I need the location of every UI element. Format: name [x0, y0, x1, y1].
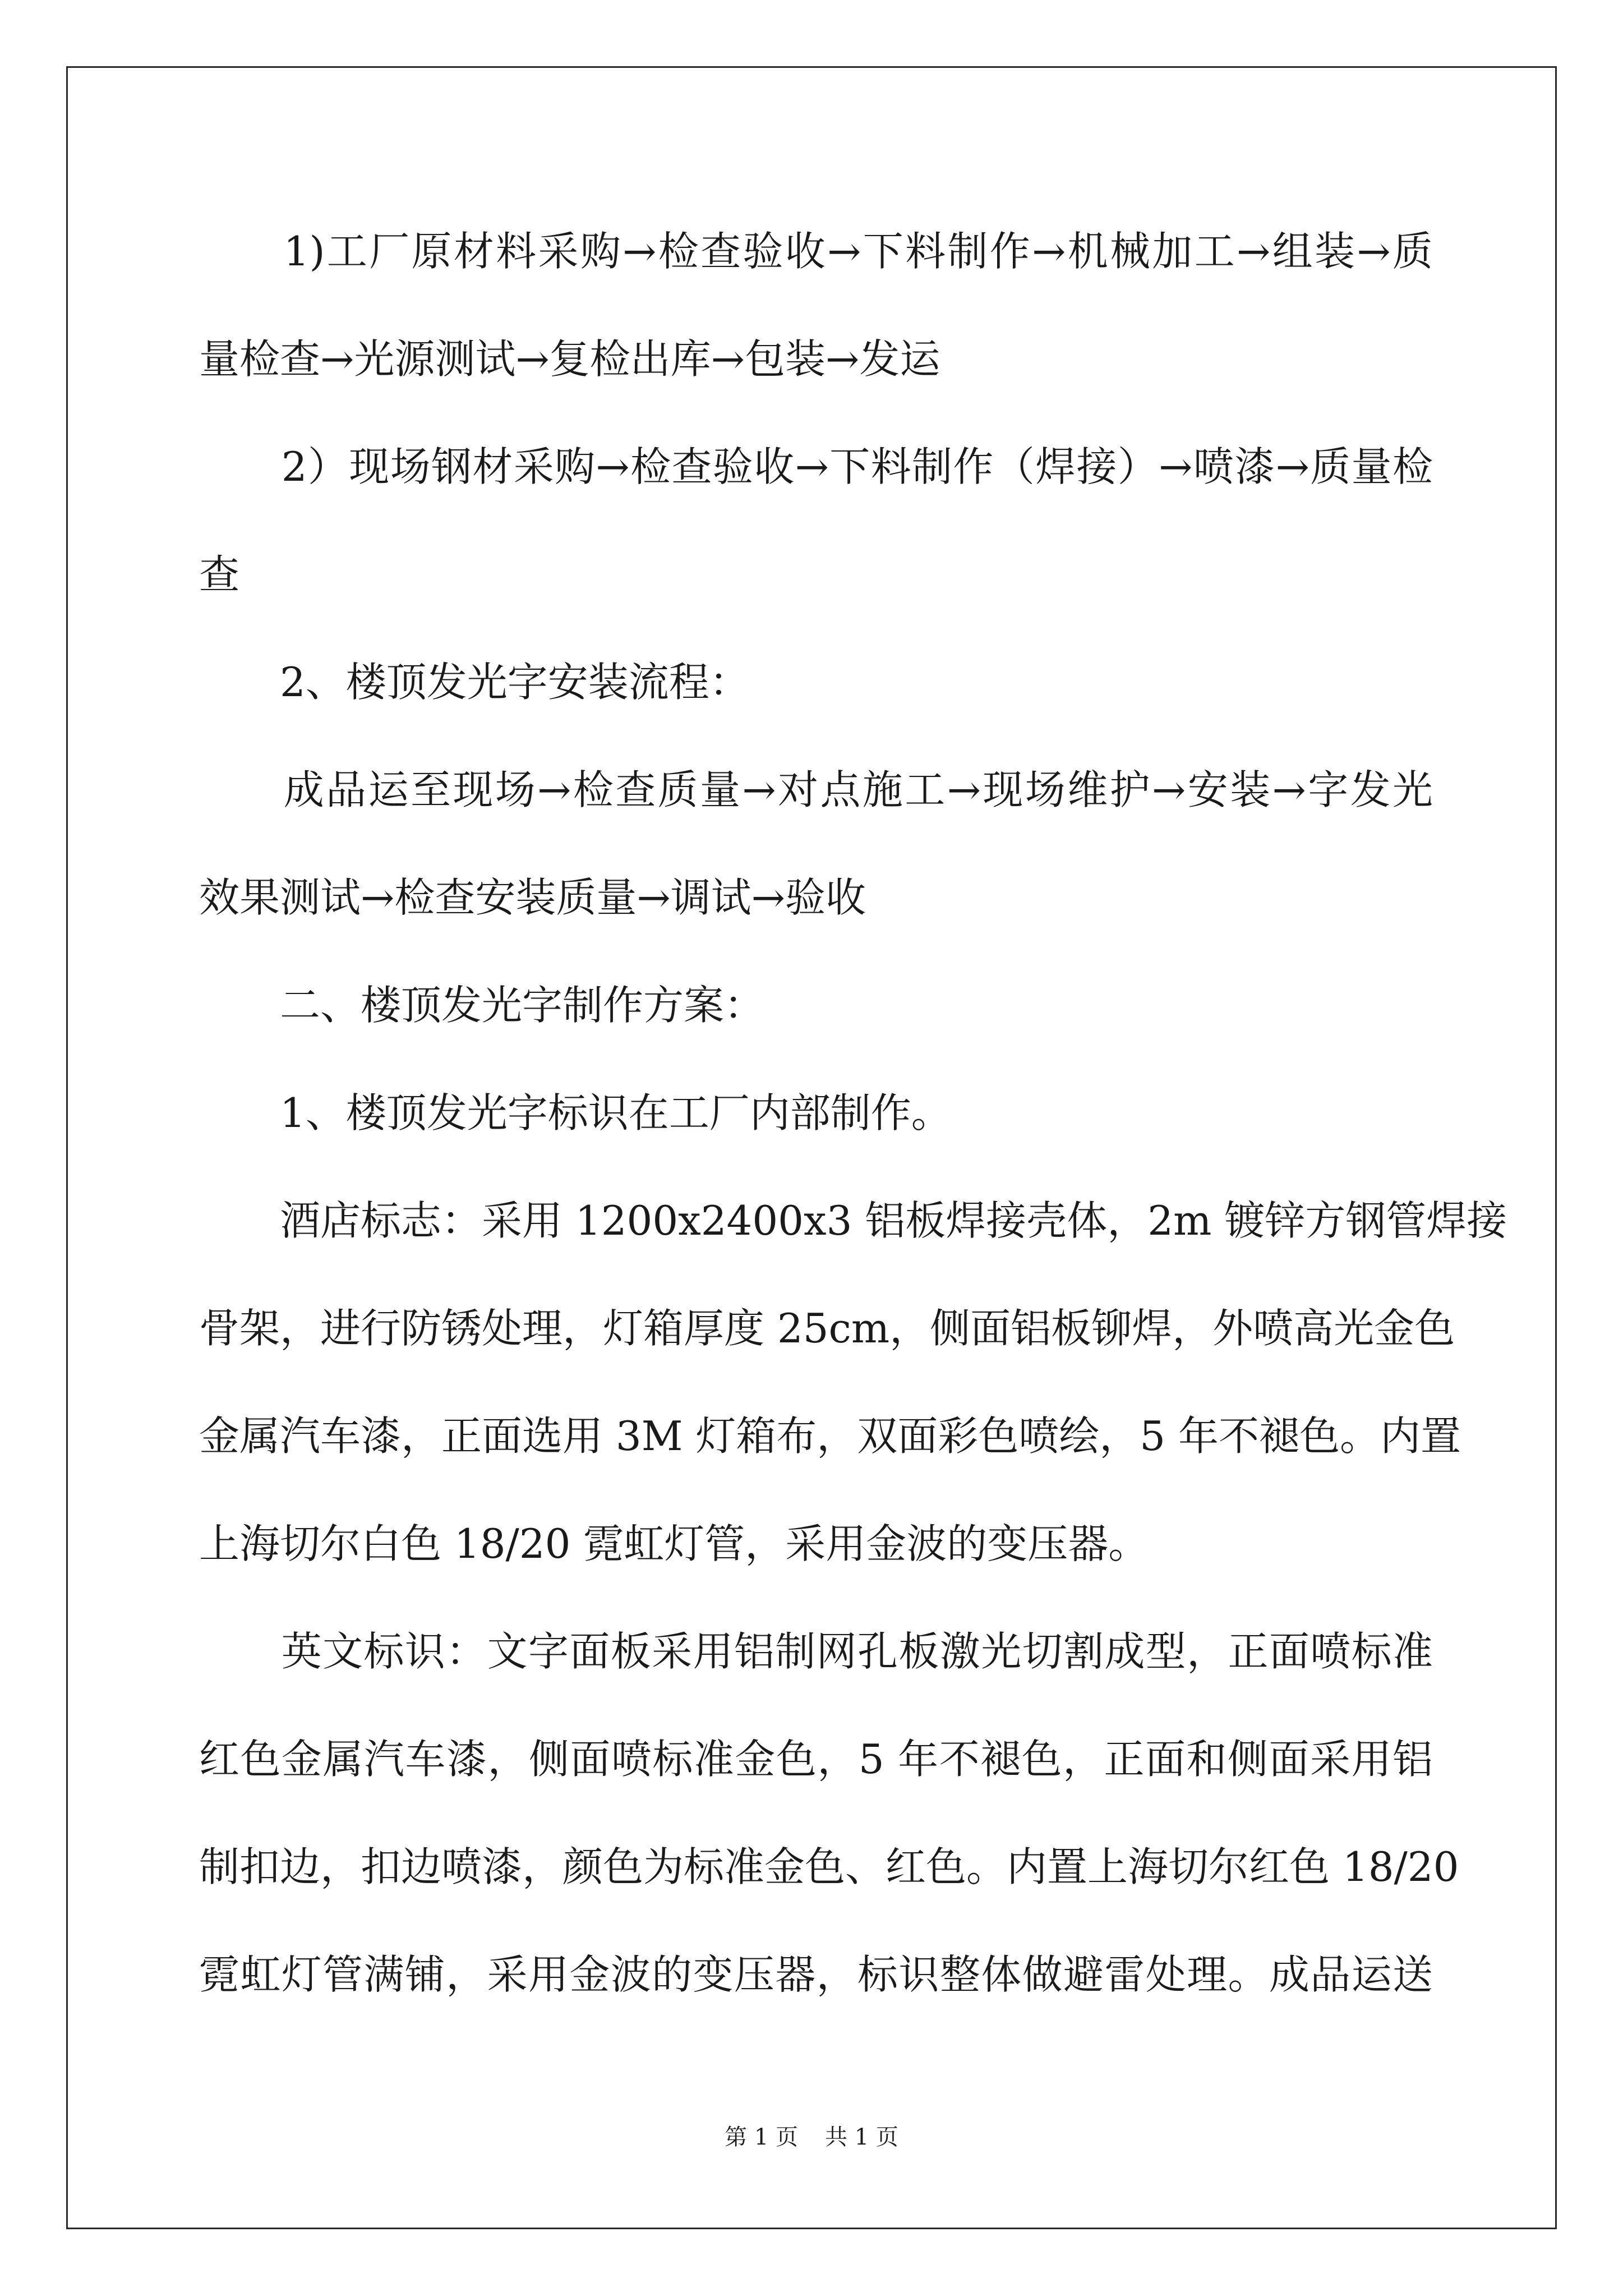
paragraph-6-line-1: 1、楼顶发光字标识在工厂内部制作。	[199, 1089, 952, 1137]
paragraph-1-line-1: 1)工厂原材料采购→检查验收→下料制作→机械加工→组装→质	[199, 228, 1433, 275]
paragraph-2-line-1: 2）现场钢材采购→检查验收→下料制作（焊接）→喷漆→质量检	[199, 443, 1433, 490]
paragraph-4-line-2: 效果测试→检查安装质量→调试→验收	[199, 874, 866, 921]
page-border	[66, 66, 1557, 2229]
paragraph-7-line-4: 上海切尔白色 18/20 霓虹灯管，采用金波的变压器。	[199, 1520, 1149, 1567]
paragraph-8-line-1: 英文标识：文字面板采用铝制网孔板激光切割成型，正面喷标准	[199, 1628, 1433, 1675]
paragraph-4-line-1: 成品运至现场→检查质量→对点施工→现场维护→安装→字发光	[199, 766, 1433, 813]
paragraph-7-line-3: 金属汽车漆，正面选用 3M 灯箱布，双面彩色喷绘，5 年不褪色。内置	[199, 1412, 1461, 1460]
paragraph-7-line-2: 骨架，进行防锈处理，灯箱厚度 25cm，侧面铝板铆焊，外喷高光金色	[199, 1305, 1455, 1352]
page-number: 第 1 页	[725, 2124, 798, 2150]
section-heading-production-plan: 二、楼顶发光字制作方案：	[199, 982, 765, 1029]
page-total: 共 1 页	[825, 2124, 898, 2150]
paragraph-2-line-2: 查	[199, 551, 240, 598]
paragraph-1-line-2: 量检查→光源测试→复检出库→包装→发运	[199, 335, 940, 383]
paragraph-8-line-2: 红色金属汽车漆，侧面喷标准金色，5 年不褪色，正面和侧面采用铝	[199, 1736, 1433, 1783]
paragraph-7-line-1: 酒店标志：采用 1200x2400x3 铝板焊接壳体，2m 镀锌方钢管焊接	[199, 1197, 1507, 1244]
paragraph-8-line-4: 霓虹灯管满铺，采用金波的变压器，标识整体做避雷处理。成品运送	[199, 1951, 1433, 1998]
paragraph-8-line-3: 制扣边，扣边喷漆，颜色为标准金色、红色。内置上海切尔红色 18/20	[199, 1843, 1459, 1890]
page-footer	[0, 2119, 1623, 2151]
section-heading-install-process: 2、楼顶发光字安装流程：	[199, 659, 750, 706]
